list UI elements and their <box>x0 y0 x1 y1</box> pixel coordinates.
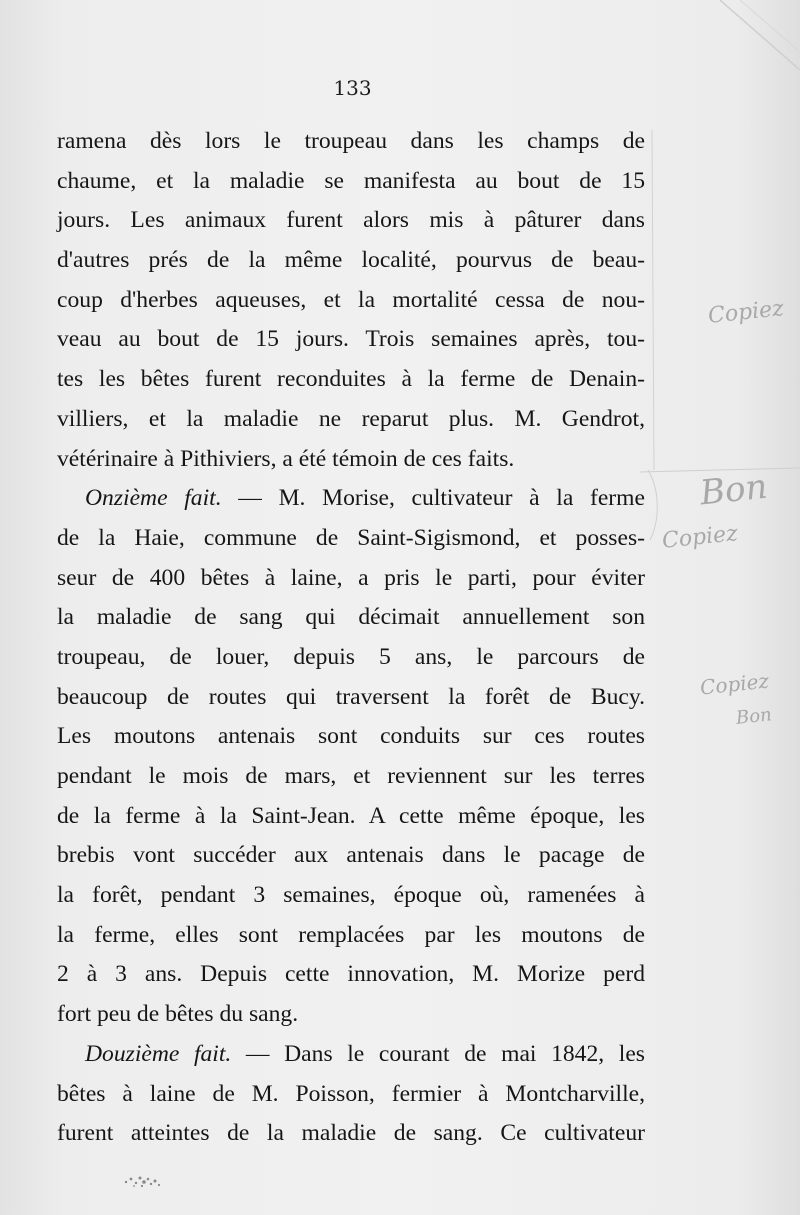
library-stamp <box>118 1170 170 1192</box>
pencil-margin-note: Bon <box>698 466 770 514</box>
text-line: Les moutons antenais sont conduits sur ces routes <box>57 723 645 750</box>
text-line: la forêt, pendant 3 semaines, époque où, ramenées à <box>57 882 645 909</box>
text-line: 2 à 3 ans. Depuis cette innovation, M. Morize perd <box>57 961 645 988</box>
text-line: d'autres prés de la même localité, pourvus de beau- <box>57 247 645 274</box>
text-line: la maladie de sang qui décimait annuellement son <box>57 604 645 631</box>
text-line: villiers, et la maladie ne reparut plus. M. Gendrot, <box>57 405 645 432</box>
text-line: troupeau, de louer, depuis 5 ans, le parcours de <box>57 643 645 670</box>
pencil-margin-note: Copiez <box>660 521 739 554</box>
text-fragment: — M. Morise, cultivateur à la ferme <box>221 485 645 512</box>
text-line: coup d'herbes aqueuses, et la mortalité cessa de nou- <box>57 286 645 313</box>
text-line: furent atteintes de la maladie de sang. Ce cultivateur <box>57 1120 645 1147</box>
text-line: vétérinaire à Pithiviers, a été témoin de ces faits. <box>57 445 515 472</box>
pencil-margin-note: Copiez <box>706 296 785 329</box>
text-line: bêtes à laine de M. Poisson, fermier à Montcharville, <box>57 1080 645 1107</box>
text-line: fort peu de bêtes du sang. <box>57 1001 299 1028</box>
text-line: seur de 400 bêtes à laine, a pris le parti, pour éviter <box>57 564 645 591</box>
text-fragment: — Dans le courant de mai 1842, les <box>231 1040 645 1067</box>
text-line: de la Haie, commune de Saint-Sigismond, et posses- <box>57 524 645 551</box>
text-line: brebis vont succéder aux antenais dans le pacage de <box>57 842 645 869</box>
body-text <box>57 122 645 1154</box>
section-heading-onzieme-fait: Onzième fait. <box>85 485 222 512</box>
text-line: la ferme, elles sont remplacées par les moutons de <box>57 921 645 948</box>
text-line: veau au bout de 15 jours. Trois semaines après, tou- <box>57 326 645 353</box>
page-number: 133 <box>333 76 372 100</box>
text-line: de la ferme à la Saint-Jean. A cette même époque, les <box>57 802 645 829</box>
text-line: ramena dès lors le troupeau dans les champs de <box>57 128 645 154</box>
pencil-margin-note: Bon <box>735 704 773 729</box>
paragraph-start-line <box>57 479 645 519</box>
text-line: chaume, et la maladie se manifesta au bout de 15 <box>57 167 645 194</box>
text-line: beaucoup de routes qui traversent la forêt de Bucy. <box>57 683 645 710</box>
text-line: tes les bêtes furent reconduites à la ferme de Denain- <box>57 366 645 393</box>
text-line: jours. Les animaux furent alors mis à pâturer dans <box>57 207 645 234</box>
section-heading-douzieme-fait: Douzième fait. <box>85 1040 232 1067</box>
text-line: pendant le mois de mars, et reviennent sur les terres <box>57 763 645 789</box>
pencil-margin-note: Copiez <box>698 668 770 700</box>
paragraph-start-line <box>57 1035 645 1075</box>
